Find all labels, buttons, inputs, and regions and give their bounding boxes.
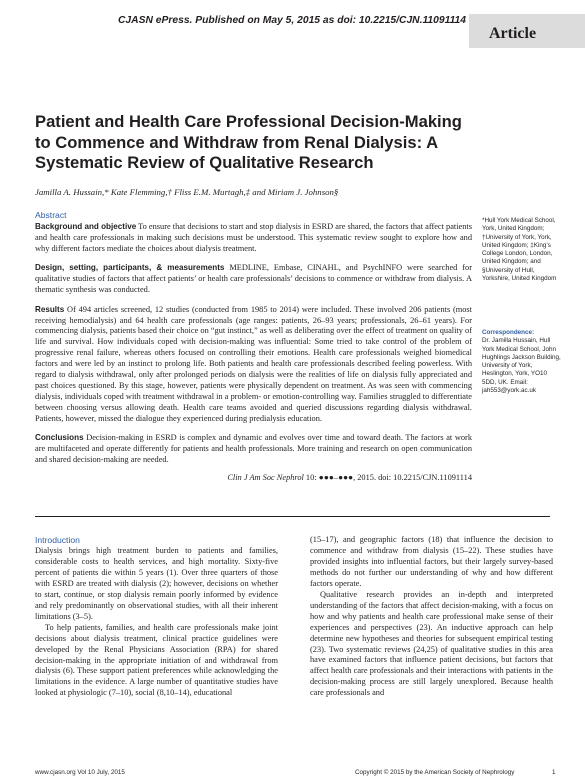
- abstract-design: [35, 263, 472, 296]
- intro-paragraph-2: To help patients, families, and health care professionals make joint decisions about dialysis treatment, clinical practice guidelines were developed by the Renal Physicians Association (RPA) for shared decision-making in the appropriate initiation of and withdrawal from dialysis (6). These support patient preferences while acknowledging the limitations in the evidence. A large number of quantitative studies have looked at physiologic (7–10), social (8,10–14), educational: [35, 622, 278, 698]
- author-list: Jamilla A. Hussain,* Kate Flemming,† Fliss E.M. Murtagh,‡ and Miriam J. Johnson§: [35, 187, 339, 197]
- conclusions-heading: Conclusions: [35, 433, 84, 443]
- body-column-right: [310, 535, 553, 699]
- correspondence: [482, 329, 562, 395]
- correspondence-body: Dr. Jamilla Hussain, Hull York Medical School, John Hughlings Jackson Building, University of York, Heslington, York, YO10 5DD, UK. Email: jah553@york.ac.uk: [482, 337, 561, 395]
- abstract-heading: Abstract: [35, 210, 67, 220]
- abstract-results: [35, 305, 472, 425]
- paper-title: Patient and Health Care Professional Decision-Making to Commence and Withdraw from Renal Dialysis: A Systematic Review of Qualitative Research: [35, 112, 462, 172]
- abstract-conclusions: [35, 433, 472, 466]
- body-column-left: [35, 546, 278, 699]
- affiliations: *Hull York Medical School, York, United Kingdom; †University of York, York, United Kingdom; ‡King’s College London, London, United Kingdom; and §University of Hull, Yorkshire, United Kingdom: [482, 217, 557, 283]
- background-heading: Background and objective: [35, 222, 137, 231]
- design-text: MEDLINE, Embase, CINAHL, and PsychINFO were searched for qualitative studies of factors that affect patients’ or health care professionals’ decisions to commence or withdraw from dialysis. A thematic synthesis was conducted.: [35, 263, 472, 295]
- citation-details: 10: ●●●–●●●, 2015. doi: 10.2215/CJN.11091114: [303, 472, 472, 482]
- section-divider: [35, 516, 550, 517]
- results-heading: Results: [35, 304, 65, 314]
- intro-paragraph-3: (15–17), and geographic factors (18) that influence the decision to commence and withdraw from dialysis (15–22). These studies have provided insights into influential factors, but their largely survey-based methods do not further our understanding of why and how different factors operate.: [310, 535, 553, 588]
- epress-banner: CJASN ePress. Published on May 5, 2015 as doi: 10.2215/CJN.11091114: [118, 15, 466, 26]
- page-number: 1: [552, 769, 556, 776]
- results-text: Of 494 articles screened, 12 studies (conducted from 1985 to 2014) were included. These involved 206 patients (most receiving hemodialysis) and 64 health care professionals (age ranges: patients, 26–93 years; professionals, 26–61 years). For commencing dialysis, patients based their choice on “gut instinct,” as well as deliberating over the effect of treatment on quality of life and survival. How individuals coped with decision-making was influential: Some tried to take control of the problem of progressive renal failure, whereas others focused on controlling their emotions. Health care professionals weighed biomedical factors and were led by an instinct to prolong life. Both patients and health care professionals described feeling powerless. With regard to dialysis withdrawal, only after prolonged periods on dialysis were the realities of life on dialysis fully appreciated and past choices questioned. By this stage, however, patients were physically dependent on treatment. As was seen with commencing dialysis, individuals coped with treatment withdrawal in a problem- or emotion-controlling way. Families struggled to differentiate between choosing versus allowing death. Health care teams avoided and queried discussions regarding dialysis withdrawal. Patients, however, missed the dialogue they experienced during predialysis education.: [35, 304, 473, 423]
- citation-journal: Clin J Am Soc Nephrol: [227, 472, 304, 482]
- conclusions-text: Decision-making in ESRD is complex and dynamic and evolves over time and toward death. The factors at work are multifaceted and operate differently for patients and health professionals. More training and research on open communication and shared decision-making are needed.: [35, 433, 472, 464]
- intro-paragraph-1: Dialysis brings high treatment burden to patients and families, considerable costs to health services, and high mortality. Sixty-five percent of patients die within 5 years (1). Over three quarters of those with ESRD are treated with dialysis (2); however, decisions on whether to start, continue, or stop dialysis remain poorly informed by evidence and rely predominantly on observational studies, with all their inherent limitations (3–5).: [35, 546, 278, 621]
- intro-paragraph-4: Qualitative research provides an in-depth and interpreted understanding of the factors that affect decision-making, with a focus on how and why patients and health care professional make sense of their experiences and perspectives (23). An inductive approach can help determine new hypotheses and theories for subsequent empirical testing (23). Two systematic reviews (24,25) of qualitative studies in this area have examined factors that influence patient decisions, but factors that affect health care professionals and their interactions with patients in the decision-making process are still largely unexplored. Because health care professionals and: [310, 589, 553, 698]
- abstract-background: [35, 222, 472, 255]
- design-heading: Design, setting, participants, & measurements: [35, 263, 225, 273]
- article-type-tab: [469, 14, 585, 48]
- article-type-label: Article: [489, 25, 537, 42]
- correspondence-heading: Correspondence:: [482, 329, 535, 336]
- footer-copyright: Copyright © 2015 by the American Society of Nephrology: [355, 769, 515, 776]
- introduction-heading: Introduction: [35, 535, 80, 545]
- abstract-body: [35, 222, 472, 492]
- citation-line: [35, 473, 472, 484]
- footer-journal-issue: www.cjasn.org Vol 10 July, 2015: [35, 769, 125, 776]
- background-text: To ensure that decisions to start and stop dialysis in ESRD are shared, the factors that affect patients and health care professionals in making such decisions must be understood. This systematic review sought to explore how and why different factors mediate the choices about dialysis treatment.: [35, 222, 472, 253]
